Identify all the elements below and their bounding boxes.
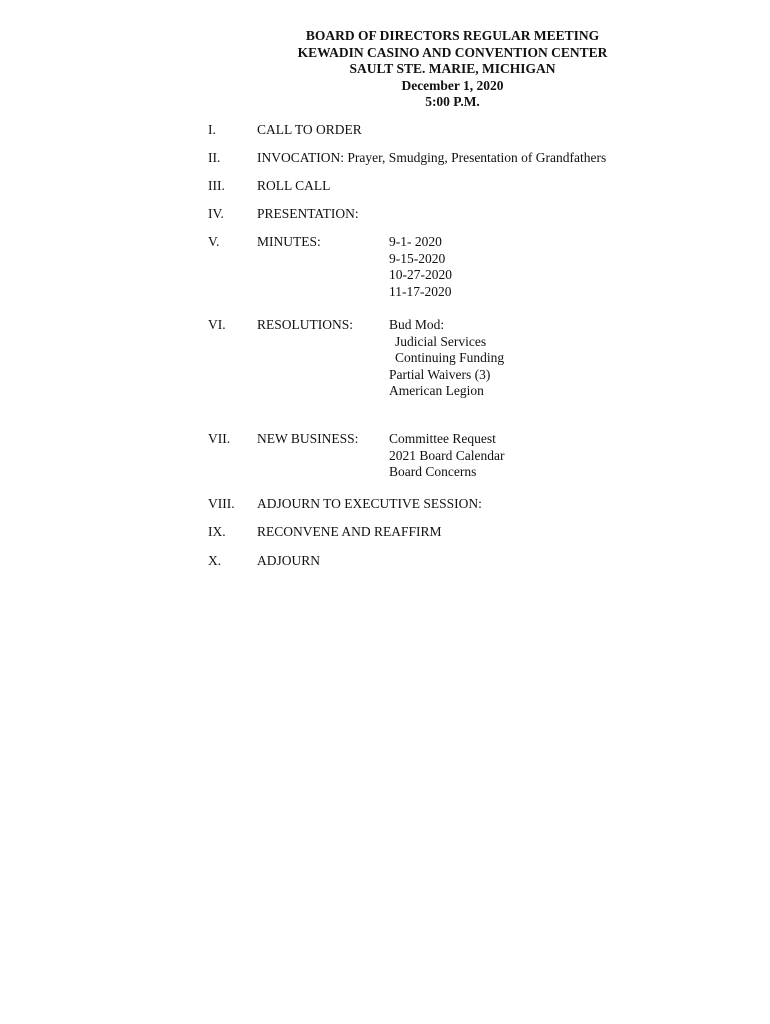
agenda-item-label: MINUTES: [257, 234, 321, 249]
agenda-item-label: INVOCATION: Prayer, Smudging, Presentation of Grandfathers [257, 150, 607, 165]
agenda-item-number: IV. [208, 206, 224, 221]
agenda-item-label: PRESENTATION: [257, 206, 359, 221]
header-venue: KEWADIN CASINO AND CONVENTION CENTER [297, 44, 608, 60]
agenda-item-number: X. [208, 553, 222, 568]
meeting-header [0, 28, 770, 111]
agenda-item-number: IX. [208, 524, 226, 539]
agenda-item-number: V. [208, 234, 220, 249]
agenda-item-label: NEW BUSINESS: [257, 431, 359, 446]
agenda-item-label: RECONVENE AND REAFFIRM [257, 524, 442, 539]
new-business-entry: Board Concerns [389, 464, 477, 479]
agenda-item-number: I. [208, 122, 216, 137]
agenda-item-label: ROLL CALL [257, 178, 331, 193]
minutes-date: 10-27-2020 [389, 267, 452, 282]
agenda-item-number: III. [208, 178, 225, 193]
agenda-item-number: VII. [208, 431, 231, 446]
resolution-entry: Partial Waivers (3) [389, 366, 491, 382]
agenda-item-number: VI. [208, 317, 226, 332]
agenda-item-label: ADJOURN TO EXECUTIVE SESSION: [257, 496, 482, 511]
minutes-dates [389, 234, 452, 300]
new-business-entry: Committee Request [389, 431, 496, 446]
header-time: 5:00 P.M. [425, 94, 480, 110]
resolution-entry: Bud Mod: [389, 317, 445, 332]
minutes-date: 9-1- 2020 [389, 234, 442, 249]
agenda-item-label: CALL TO ORDER [257, 122, 362, 137]
agenda-item-number: II. [208, 150, 221, 165]
header-location: SAULT STE. MARIE, MICHIGAN [349, 61, 556, 77]
header-date: December 1, 2020 [401, 77, 504, 93]
minutes-date: 11-17-2020 [389, 283, 452, 299]
resolution-entry: American Legion [389, 383, 484, 398]
resolution-entry: Judicial Services [395, 333, 487, 349]
minutes-date: 9-15-2020 [389, 250, 446, 266]
agenda-item-number: VIII. [208, 496, 235, 511]
new-business-list [389, 431, 504, 481]
agenda-item-label: RESOLUTIONS: [257, 317, 354, 332]
resolutions-list [389, 317, 504, 400]
resolution-entry: Continuing Funding [395, 350, 505, 365]
agenda-item-label: ADJOURN [257, 553, 321, 568]
header-title: BOARD OF DIRECTORS REGULAR MEETING [305, 28, 600, 43]
new-business-entry: 2021 Board Calendar [389, 447, 505, 463]
